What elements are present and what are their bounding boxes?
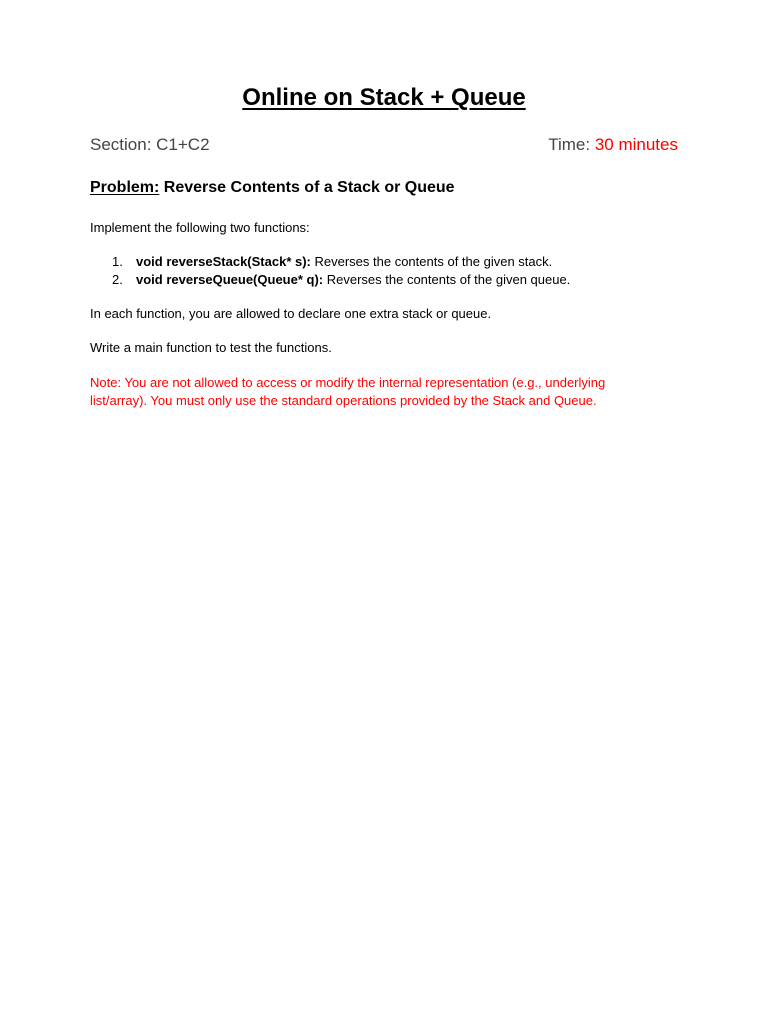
page-title: Online on Stack + Queue: [242, 84, 526, 111]
function-description: Reverses the contents of the given stack.: [314, 254, 553, 269]
meta-row: [90, 133, 678, 157]
list-item: [90, 253, 690, 271]
note-line-2: list/array). You must only use the standard operations provided by the Stack and Queue.: [90, 392, 597, 408]
section-label: Section: C1+C2: [90, 135, 210, 154]
time-info: [548, 133, 678, 157]
time-label: Time:: [548, 135, 595, 154]
testing-text: Write a main function to test the functions.: [90, 340, 332, 355]
list-item: [90, 271, 690, 289]
list-item-number: 2.: [112, 271, 123, 287]
intro-text: Implement the following two functions:: [90, 220, 310, 235]
function-description: Reverses the contents of the given queue.: [326, 271, 571, 287]
list-item-number: 1.: [112, 254, 123, 269]
constraint-text: In each function, you are allowed to declare one extra stack or queue.: [90, 306, 492, 321]
problem-heading: [90, 177, 455, 199]
function-list: [90, 253, 690, 288]
problem-title: Reverse Contents of a Stack or Queue: [163, 179, 455, 196]
note-text: [90, 374, 680, 409]
problem-label: Problem:: [90, 179, 160, 196]
note-line-1: Note: You are not allowed to access or modify the internal representation (e.g., underlying: [90, 375, 606, 390]
time-value: 30 minutes: [594, 135, 678, 154]
function-signature: void reverseQueue(Queue* q):: [136, 271, 324, 287]
function-signature: void reverseStack(Stack* s):: [136, 254, 311, 269]
